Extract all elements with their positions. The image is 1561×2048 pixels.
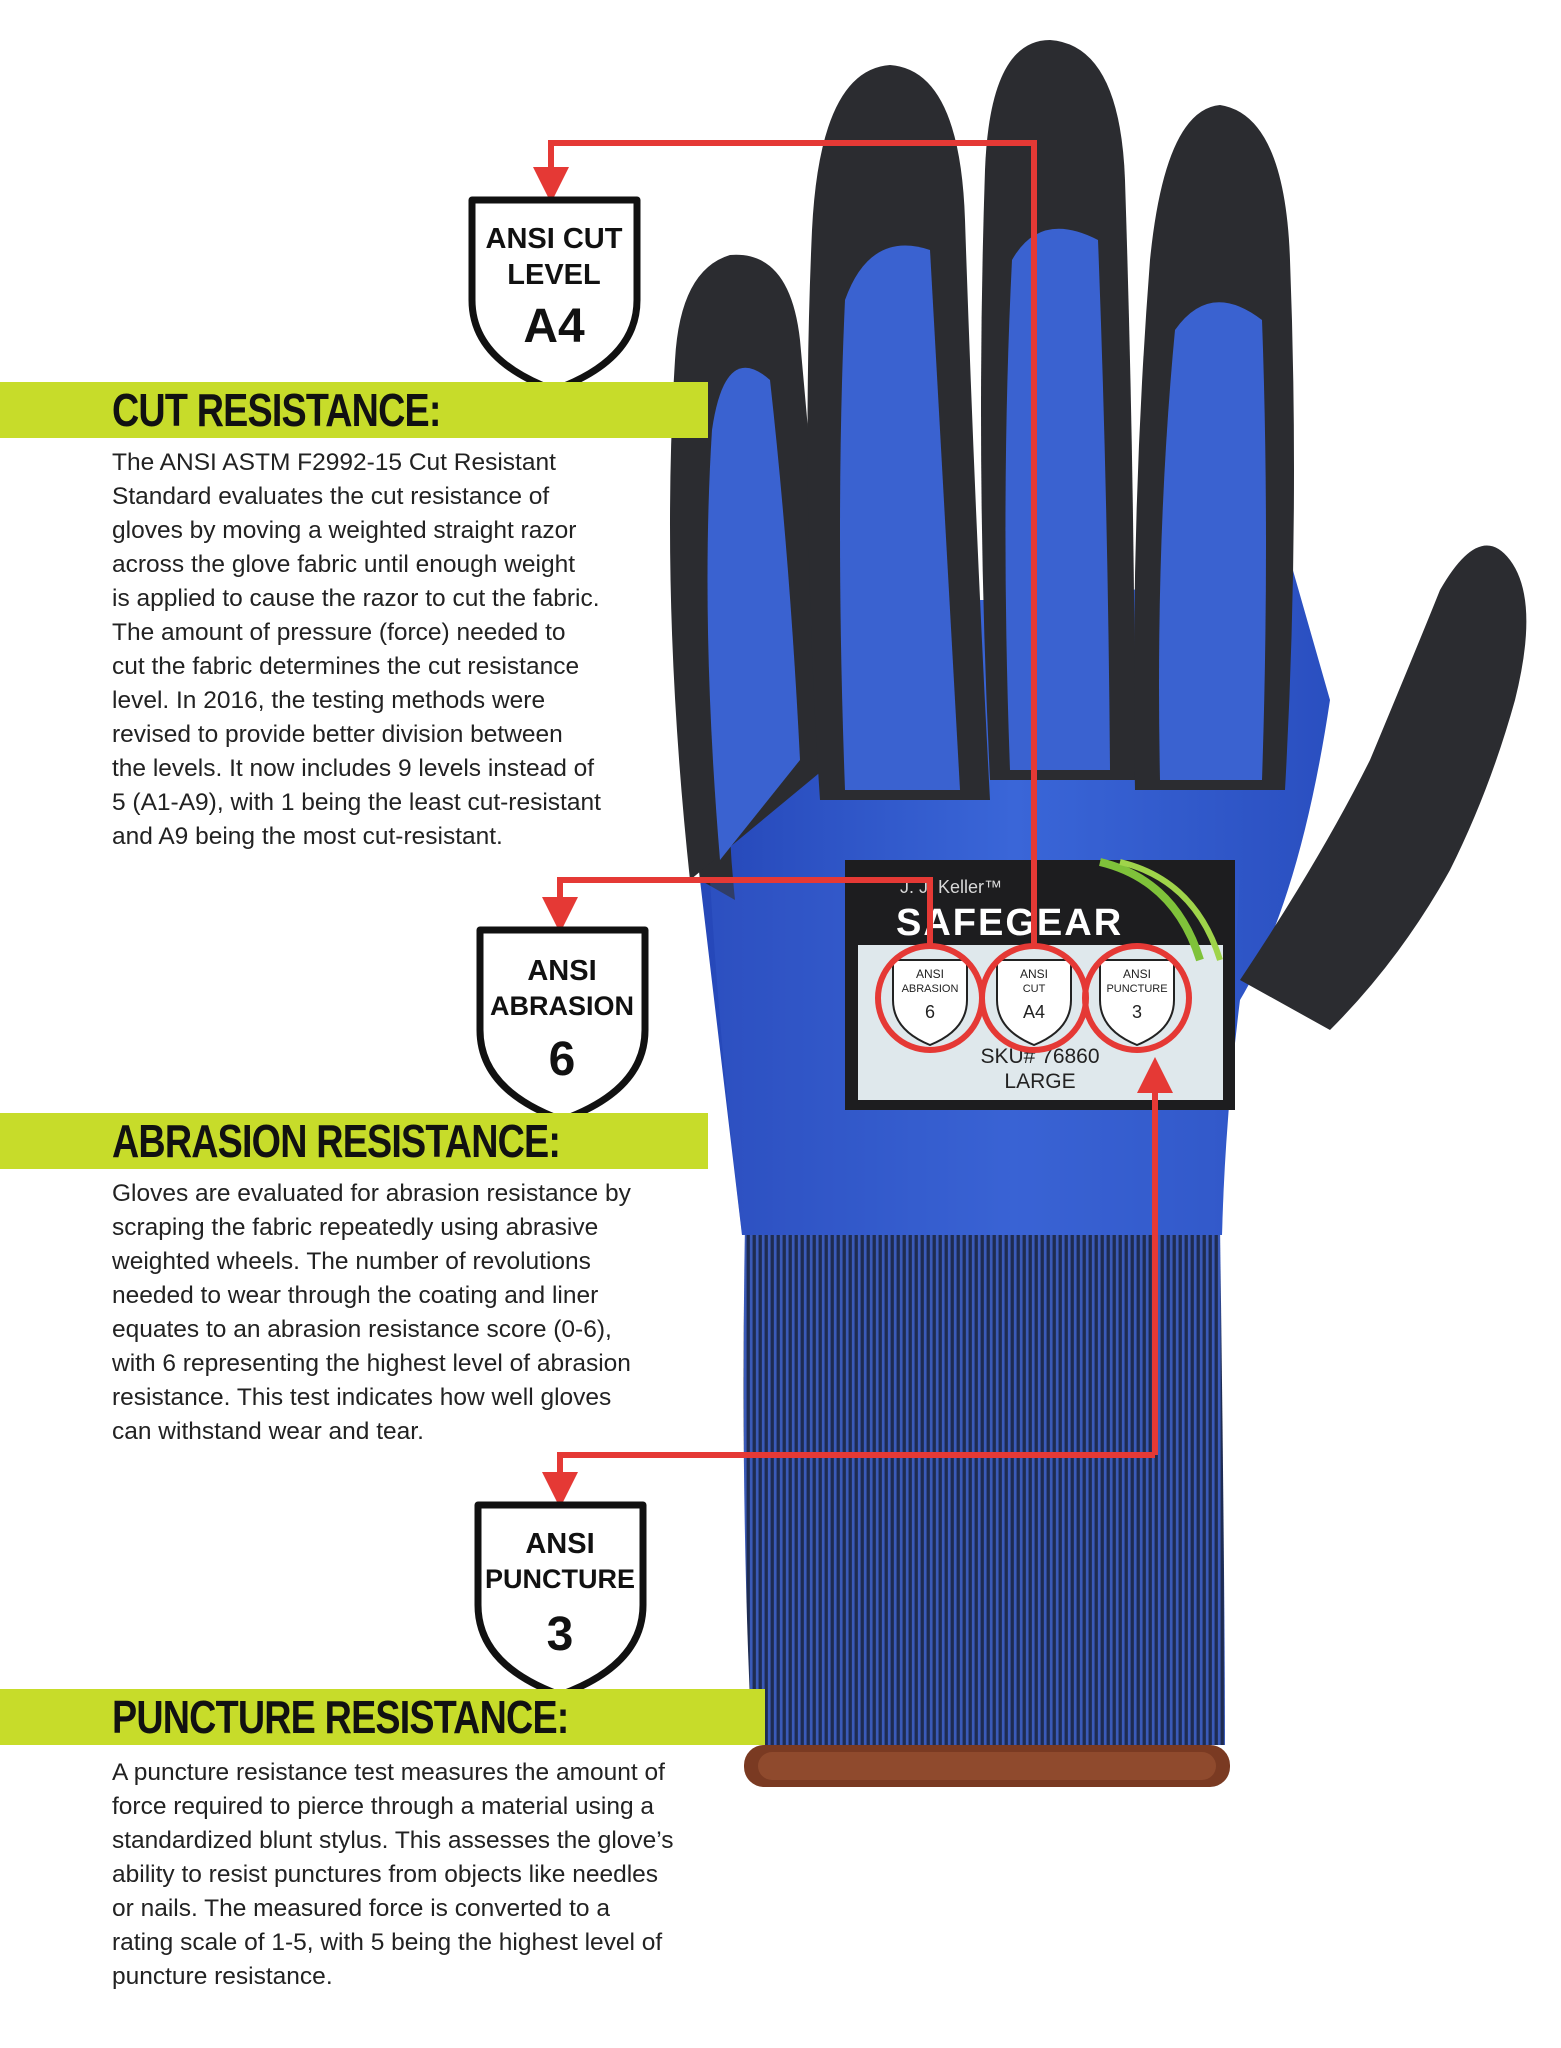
label-cut-line1: ANSI [1019,967,1049,981]
badge-puncture [478,1505,643,1695]
label-puncture-value: 3 [1131,1002,1143,1022]
badge-abrasion-value: 6 [548,1033,576,1086]
label-cut-line2: CUT [1022,983,1046,995]
badge-puncture-value: 3 [546,1608,574,1661]
badge-cut-line2: LEVEL [507,259,601,291]
badge-puncture-line1: ANSI [525,1528,595,1560]
label-brand: SAFEGEAR [896,902,1124,944]
badge-cut [472,200,637,390]
label-sku: SKU# 76860 [980,1045,1100,1068]
section-body-puncture: A puncture resistance test measures the amount of force required to pierce through a material using a standardized blunt stylus. This assesses the glove’s ability to resist punctures from objects like needles or nails. The measured force is converted to a rating scale of 1-5, with 5 being the highest level of puncture resistance. [112,1759,674,1990]
label-cut-value: A4 [1022,1002,1046,1022]
label-abrasion-line2: ABRASION [901,983,959,995]
section-body-abrasion: Gloves are evaluated for abrasion resistance by scraping the fabric repeatedly using abrasive weighted wheels. The number of revolutions needed to wear through the coating and liner equates to an abrasion resistance score (0-6), with 6 representing the highest level of abrasion resistance. This test indicates how well gloves can withstand wear and tear. [112,1180,631,1445]
badge-puncture-line2: PUNCTURE [484,1564,636,1594]
label-puncture-line2: PUNCTURE [1106,983,1168,995]
label-brand-small: J. J. Keller™ [900,877,1003,897]
badge-abrasion-line2: ABRASION [489,991,635,1021]
section-body-cut: The ANSI ASTM F2992-15 Cut Resistant Standard evaluates the cut resistance of gloves by moving a weighted straight razor across the glove fabric until enough weight is applied to cause the razor to cut the fabric. The amount of pressure (force) needed to cut the fabric determines the cut resistance level. In 2016, the testing methods were revised to provide better division between the levels. It now includes 9 levels instead of 5 (A1-A9), with 1 being the least cut-resistant and A9 being the most cut-resistant. [112,449,601,850]
label-abrasion-value: 6 [924,1002,936,1022]
glove-label [845,860,1235,1110]
badge-cut-line1: ANSI CUT [485,223,623,255]
badge-abrasion [480,930,645,1120]
section-heading-puncture: PUNCTURE RESISTANCE: [112,1691,569,1743]
badge-cut-value: A4 [523,300,585,353]
glove-fingers [670,40,1294,880]
section-heading-cut: CUT RESISTANCE: [112,384,441,436]
section-heading-abrasion: ABRASION RESISTANCE: [112,1115,561,1167]
label-size: LARGE [1004,1070,1076,1093]
label-abrasion-line1: ANSI [915,967,945,981]
label-puncture-line1: ANSI [1122,967,1152,981]
badge-abrasion-line1: ANSI [527,955,597,987]
